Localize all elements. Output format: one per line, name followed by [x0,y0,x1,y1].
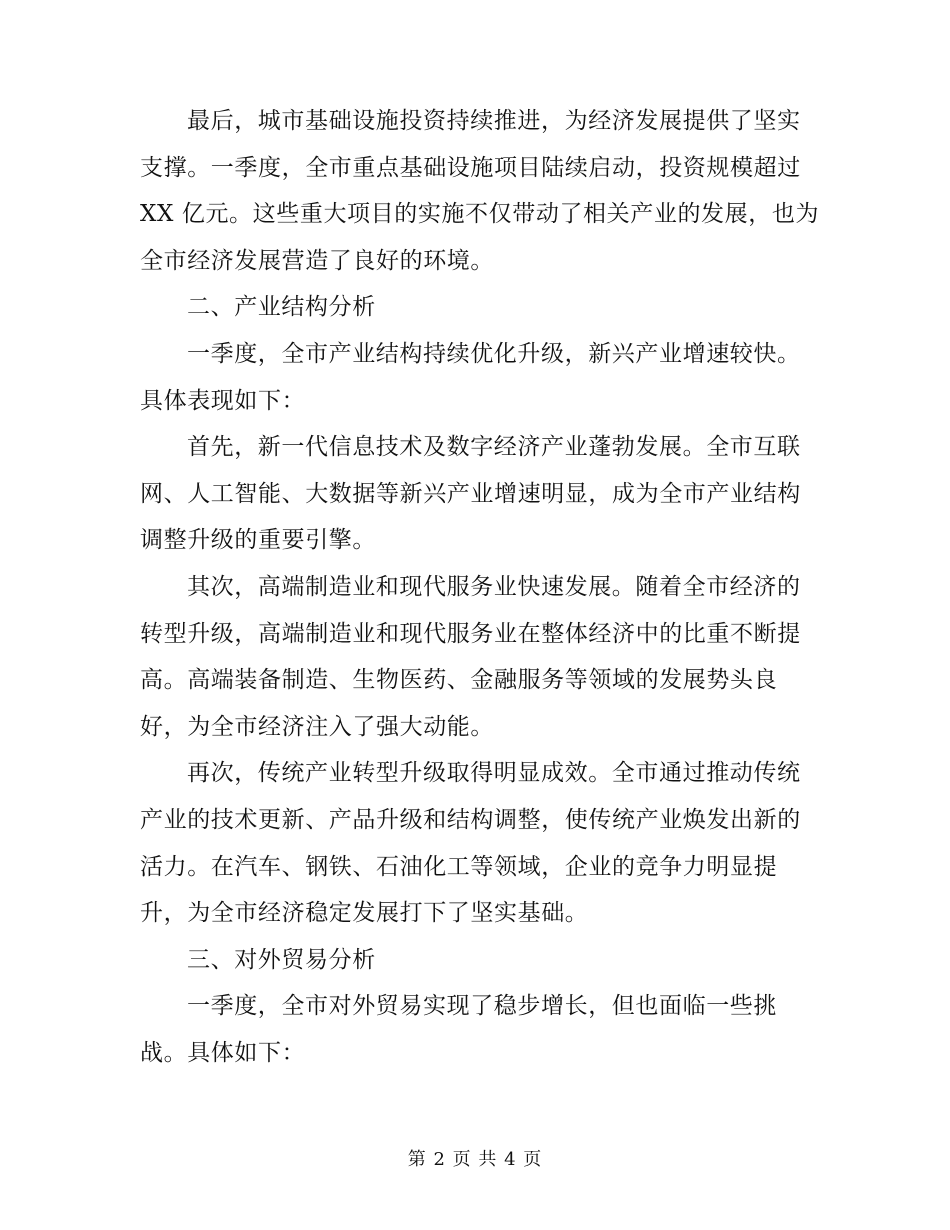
paragraph-line: 高。高端装备制造、生物医药、金融服务等领域的发展势头良 [140,667,778,694]
paragraph-line: 战。具体如下： [140,1039,306,1066]
paragraph-line: 网、人工智能、大数据等新兴产业增速明显，成为全市产业结构 [140,480,801,507]
page-number-footer: 第 2 页 共 4 页 [407,1149,543,1170]
paragraph-line: 其次，高端制造业和现代服务业快速发展。随着全市经济的 [187,573,801,600]
section-heading: 二、产业结构分析 [187,294,376,321]
paragraph-line: 支撑。一季度，全市重点基础设施项目陆续启动，投资规模超过 [140,154,801,181]
paragraph-line: 一季度，全市产业结构持续优化升级，新兴产业增速较快。 [187,340,801,367]
paragraph-line: XX 亿元。这些重大项目的实施不仅带动了相关产业的发展，也为 [140,201,820,228]
paragraph-line: 具体表现如下： [140,387,306,414]
paragraph-line: 转型升级，高端制造业和现代服务业在整体经济中的比重不断提 [140,620,801,647]
paragraph-line: 再次，传统产业转型升级取得明显成效。全市通过推动传统 [187,760,801,787]
paragraph-line: 首先，新一代信息技术及数字经济产业蓬勃发展。全市互联 [187,434,801,461]
paragraph-line: 一季度，全市对外贸易实现了稳步增长，但也面临一些挑 [187,993,777,1020]
paragraph-line: 最后，城市基础设施投资持续推进，为经济发展提供了坚实 [187,108,801,134]
paragraph-line: 好，为全市经济注入了强大动能。 [140,713,494,740]
paragraph-line: 产业的技术更新、产品升级和结构调整，使传统产业焕发出新的 [140,806,801,833]
document-body [140,98,820,1076]
section-heading: 三、对外贸易分析 [187,946,376,973]
paragraph-line: 调整升级的重要引擎。 [140,527,376,554]
paragraph-line: 全市经济发展营造了良好的环境。 [140,247,494,274]
paragraph-line: 升，为全市经济稳定发展打下了坚实基础。 [140,900,589,927]
paragraph-line: 活力。在汽车、钢铁、石油化工等领域，企业的竞争力明显提 [140,853,778,880]
